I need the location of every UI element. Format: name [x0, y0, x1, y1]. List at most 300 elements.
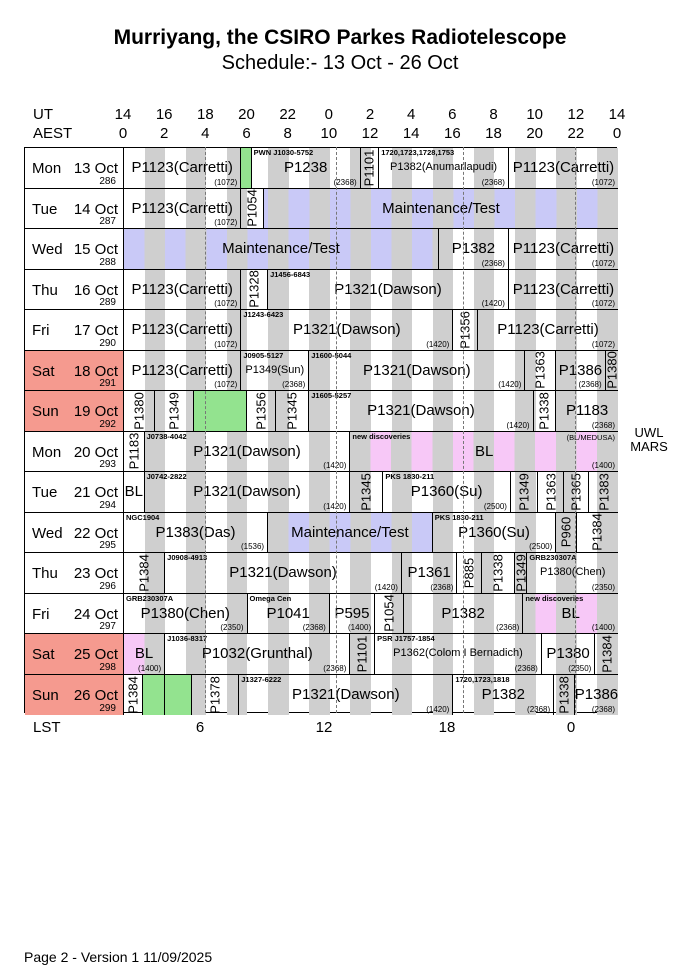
- block-project-label: P1041: [266, 604, 310, 622]
- day-of-week: Sat: [32, 362, 55, 380]
- block-frequency-label: (1072): [214, 380, 238, 389]
- block-target-label: new discoveries: [352, 431, 411, 441]
- observation-block[interactable]: [383, 472, 511, 512]
- day-cell: [25, 675, 124, 716]
- block-project-label: BL: [561, 604, 580, 622]
- block-frequency-label: (2368): [302, 623, 326, 632]
- observation-block[interactable]: [145, 432, 351, 472]
- schedule-row: [25, 351, 618, 392]
- observation-block[interactable]: [482, 553, 515, 593]
- observation-block[interactable]: [124, 432, 145, 472]
- day-of-year: 287: [99, 216, 116, 227]
- block-project-label: BL: [475, 442, 494, 460]
- observation-block[interactable]: [523, 594, 618, 634]
- observation-block[interactable]: [124, 634, 165, 674]
- day-of-week: Mon: [32, 443, 62, 461]
- block-project-label: P1363: [532, 351, 548, 390]
- date-label: 24 Oct: [73, 605, 118, 623]
- date-label: 20 Oct: [73, 443, 118, 461]
- side-note-uwl: UWL: [634, 425, 664, 440]
- block-frequency-label: (1420): [498, 380, 522, 389]
- observation-block[interactable]: [453, 310, 478, 350]
- observation-block[interactable]: [606, 351, 618, 391]
- day-of-week: Wed: [32, 524, 63, 542]
- block-target-label: J1036-8317: [167, 634, 208, 643]
- block-project-label: P1321(Dawson): [363, 361, 471, 379]
- block-project-label: P1383: [596, 472, 612, 511]
- block-target-label: PKS 1830-211: [434, 512, 484, 522]
- block-frequency-label: (1420): [506, 420, 530, 430]
- observation-block[interactable]: [241, 148, 251, 188]
- block-project-label: P1123(Carretti): [512, 280, 615, 298]
- day-of-year: 288: [99, 256, 116, 268]
- date-label: 19 Oct: [73, 403, 118, 420]
- day-of-year: 296: [99, 580, 116, 592]
- observation-block[interactable]: [515, 553, 527, 593]
- observation-block[interactable]: [509, 270, 618, 310]
- ut-axis: [0, 106, 680, 124]
- day-cell: [25, 351, 124, 391]
- block-frequency-label: (1072): [214, 299, 238, 308]
- block-project-label: Maintenance/Test: [382, 199, 500, 217]
- block-project-label: P1386: [558, 361, 603, 379]
- observation-block[interactable]: [143, 675, 166, 716]
- aest-tick: 10: [320, 125, 338, 142]
- observation-block[interactable]: [124, 351, 241, 391]
- observation-block[interactable]: [124, 594, 248, 634]
- block-project-label: P1380: [604, 351, 620, 390]
- block-project-label: P1123(Carretti): [512, 159, 615, 176]
- block-target-label: J0908-4913: [167, 553, 208, 562]
- day-of-year: 294: [99, 499, 116, 511]
- side-note-mars: MARS: [630, 439, 668, 454]
- block-target-label: new discoveries: [525, 593, 584, 603]
- observation-block[interactable]: [124, 675, 143, 716]
- observation-block[interactable]: [556, 513, 577, 553]
- aest-tick: 20: [526, 125, 543, 142]
- aest-tick: 16: [443, 125, 461, 142]
- observation-block[interactable]: [556, 391, 618, 431]
- aest-tick: 4: [201, 125, 210, 142]
- block-frequency-label: (1400): [347, 623, 372, 632]
- block-project-label: P1382: [441, 604, 485, 622]
- block-project-label: P1365: [568, 472, 584, 511]
- day-of-year: 291: [99, 378, 116, 389]
- observation-block[interactable]: [538, 472, 565, 512]
- block-project-label: P1123(Carretti): [497, 321, 599, 338]
- schedule-row: [25, 270, 618, 311]
- block-target-label: PSR J1757-1854: [377, 634, 435, 643]
- aest-tick: 8: [283, 125, 292, 142]
- block-project-label: P1349: [516, 472, 532, 511]
- block-project-label: P1123(Carretti): [131, 361, 233, 379]
- ut-tick: 20: [238, 106, 255, 123]
- block-project-label: P1382: [451, 240, 496, 257]
- block-project-label: P1123(Carretti): [131, 321, 233, 338]
- schedule-row: [25, 634, 618, 675]
- block-frequency-label: (2368): [591, 705, 615, 714]
- observation-block[interactable]: [361, 148, 380, 188]
- observation-block[interactable]: [248, 391, 277, 431]
- ut-tick: 0: [324, 106, 333, 123]
- block-project-label: P1380(Chen): [140, 604, 230, 622]
- block-project-label: P1356: [457, 310, 473, 349]
- observation-block[interactable]: [276, 391, 309, 431]
- ut-tick: 14: [608, 106, 626, 123]
- block-target-label: GRB230307A: [126, 593, 174, 603]
- observation-block[interactable]: [595, 634, 618, 674]
- block-project-label: P1321(Dawson): [334, 280, 442, 298]
- observation-block[interactable]: [575, 675, 618, 716]
- schedule-row: [25, 472, 618, 513]
- observation-block[interactable]: [439, 229, 509, 269]
- day-of-week: Sun: [32, 686, 59, 704]
- block-frequency-label: (2368): [514, 663, 538, 673]
- day-of-year: 289: [99, 297, 116, 308]
- block-project-label: P1338: [490, 553, 506, 592]
- block-project-label: P1362(Colom I Bernadich): [393, 647, 523, 659]
- day-of-week: Thu: [32, 565, 58, 582]
- block-frequency-label: (1072): [214, 339, 238, 349]
- aest-tick: 14: [402, 125, 420, 142]
- block-frequency-label: (1400): [138, 663, 162, 673]
- observation-block[interactable]: [402, 553, 458, 593]
- block-frequency-label: (1072): [591, 177, 615, 187]
- observation-block[interactable]: [534, 391, 557, 431]
- block-target-label: J0738-4042: [146, 431, 187, 441]
- block-frequency-label: (2368): [481, 258, 505, 268]
- observation-block[interactable]: [124, 391, 155, 431]
- date-label: 16 Oct: [73, 281, 118, 299]
- day-of-year: 292: [99, 418, 116, 430]
- lst-guide-line: [336, 147, 337, 713]
- block-target-label: 1720,1723,1728,1753: [381, 148, 455, 157]
- aest-axis-label: AEST: [33, 125, 73, 142]
- block-project-label: P1338: [536, 391, 552, 430]
- block-project-label: P1321(Dawson): [293, 321, 401, 338]
- observation-block[interactable]: [577, 513, 618, 553]
- block-frequency-label: (2350): [591, 582, 615, 592]
- lst-axis: [0, 719, 680, 737]
- block-frequency-label: (2368): [333, 177, 357, 187]
- day-cell: [25, 189, 124, 229]
- observation-block[interactable]: [268, 270, 509, 310]
- schedule-row: [25, 189, 618, 230]
- date-label: 23 Oct: [73, 565, 118, 582]
- observation-block[interactable]: [248, 594, 330, 634]
- observation-block[interactable]: [165, 553, 402, 593]
- block-frequency-label: (2368): [323, 663, 347, 673]
- date-label: 18 Oct: [73, 362, 118, 380]
- aest-tick: 22: [567, 125, 585, 142]
- block-frequency-label: (2368): [481, 177, 505, 187]
- day-of-week: Fri: [32, 322, 50, 339]
- block-target-label: PKS 1830-211: [385, 472, 435, 481]
- day-of-year: 286: [99, 175, 116, 187]
- block-project-label: P1380: [546, 645, 590, 662]
- observation-block[interactable]: [252, 148, 361, 188]
- observation-block[interactable]: [241, 351, 309, 391]
- observation-block[interactable]: [350, 634, 375, 674]
- block-project-label: P1349(Sun): [245, 363, 305, 376]
- block-project-label: P1380(Chen): [539, 566, 606, 578]
- block-project-label: P1363: [543, 472, 559, 511]
- block-project-label: P1321(Dawson): [229, 564, 337, 581]
- observation-block[interactable]: [379, 148, 509, 188]
- observation-block[interactable]: [124, 513, 268, 553]
- block-project-label: BL: [134, 645, 154, 662]
- observation-block[interactable]: [453, 675, 554, 716]
- day-of-year: 293: [99, 459, 116, 470]
- block-frequency-label: (2368): [430, 582, 454, 592]
- date-label: 22 Oct: [73, 524, 118, 542]
- observation-block[interactable]: [124, 472, 145, 512]
- block-project-label: P1321(Dawson): [367, 402, 475, 419]
- block-frequency-label: (1420): [481, 299, 505, 308]
- block-project-label: P1356: [253, 391, 269, 430]
- block-fill: [241, 148, 250, 188]
- block-frequency-label: (1072): [214, 218, 238, 227]
- ut-tick: 12: [567, 106, 585, 123]
- block-target-label: Omega Cen: [249, 593, 292, 603]
- ut-tick: 8: [489, 106, 498, 123]
- ut-tick: 18: [196, 106, 214, 123]
- observation-block[interactable]: [375, 634, 542, 674]
- block-target-label: J1456-6843: [270, 269, 311, 279]
- observation-block[interactable]: [589, 472, 618, 512]
- block-project-label: P1382(Anumarlapudi): [390, 161, 498, 173]
- schedule-row: [25, 432, 618, 473]
- observation-block[interactable]: [527, 553, 618, 593]
- day-of-year: 295: [99, 540, 116, 551]
- observation-block[interactable]: [241, 189, 264, 229]
- block-project-label: P1032(Grunthal): [201, 645, 313, 662]
- block-target-label: GRB230307A: [529, 553, 577, 562]
- block-project-label: P595: [334, 604, 370, 622]
- block-frequency-label: (2350): [568, 663, 592, 673]
- block-project-label: P1123(Carretti): [131, 280, 233, 298]
- day-cell: [25, 553, 124, 593]
- day-cell: [25, 310, 124, 350]
- block-project-label: P1054: [381, 594, 397, 633]
- schedule-row: [25, 310, 618, 351]
- block-project-label: P1123(Carretti): [131, 199, 233, 217]
- observation-block[interactable]: [124, 553, 165, 593]
- observation-block[interactable]: [155, 391, 194, 431]
- observation-block[interactable]: [350, 472, 383, 512]
- schedule-row: [25, 594, 618, 635]
- day-of-year: 297: [99, 621, 116, 632]
- observation-block[interactable]: [239, 675, 453, 716]
- block-target-label: J0905-5127: [243, 350, 284, 360]
- block-project-label: P1384: [125, 675, 141, 714]
- page-footer: Page 2 - Version 1 11/09/2025: [24, 949, 213, 965]
- aest-tick: 18: [485, 125, 502, 142]
- day-cell: [25, 229, 124, 269]
- observation-block[interactable]: [350, 432, 618, 472]
- block-project-label: P1321(Dawson): [193, 483, 301, 500]
- block-frequency-label: (1420): [323, 501, 347, 511]
- observation-block[interactable]: [509, 229, 618, 269]
- date-label: 17 Oct: [73, 322, 118, 339]
- observation-block[interactable]: [124, 229, 439, 269]
- block-project-label: P1384: [599, 634, 615, 673]
- block-frequency-label: (1420): [426, 705, 450, 714]
- observation-block[interactable]: [309, 391, 533, 431]
- observation-block[interactable]: [309, 351, 525, 391]
- block-target-label: J1600-5044: [311, 350, 352, 360]
- block-frequency-label: (1420): [426, 339, 450, 349]
- ut-tick: 6: [448, 106, 457, 123]
- observation-block[interactable]: [556, 351, 605, 391]
- observation-block[interactable]: [124, 189, 241, 229]
- observation-block[interactable]: [241, 310, 453, 350]
- day-of-week: Sun: [32, 403, 59, 420]
- date-label: 21 Oct: [73, 484, 118, 501]
- observation-block[interactable]: [241, 270, 268, 310]
- observation-block[interactable]: [145, 472, 351, 512]
- observation-block[interactable]: [433, 513, 557, 553]
- observation-block[interactable]: [268, 513, 433, 553]
- schedule-row: [25, 553, 618, 594]
- aest-tick: 0: [612, 125, 622, 142]
- block-project-label: P1054: [244, 189, 260, 228]
- observation-block[interactable]: [542, 634, 596, 674]
- aest-tick: 12: [361, 125, 379, 142]
- block-target-label: PWN J1030-5752: [253, 148, 314, 157]
- block-target-label: J0742-2822: [146, 472, 187, 481]
- block-frequency-label: (2368): [282, 380, 306, 389]
- schedule-row: [25, 513, 618, 554]
- block-backend-label: (BL/MEDUSA): [566, 432, 615, 442]
- observation-block[interactable]: [554, 675, 575, 716]
- block-project-label: P1123(Carretti): [131, 159, 233, 176]
- observation-block[interactable]: [478, 310, 618, 350]
- aest-tick: 0: [118, 125, 128, 142]
- aest-tick: 6: [242, 125, 251, 142]
- day-of-week: Tue: [32, 484, 58, 501]
- observation-block[interactable]: [525, 351, 556, 391]
- date-label: 25 Oct: [73, 646, 118, 663]
- schedule-row: [25, 229, 618, 270]
- day-of-year: 299: [99, 703, 116, 714]
- ut-tick: 10: [526, 106, 543, 123]
- block-project-label: P1183: [565, 402, 609, 419]
- lst-guide-line: [463, 147, 464, 713]
- date-label: 26 Oct: [73, 686, 118, 704]
- ut-tick: 4: [406, 106, 416, 123]
- day-of-year: 290: [99, 337, 116, 349]
- ut-tick: 16: [155, 106, 173, 123]
- aest-tick: 2: [159, 125, 169, 142]
- block-frequency-label: (1400): [591, 461, 615, 470]
- observation-block[interactable]: [192, 675, 239, 716]
- day-cell: [25, 472, 124, 512]
- ut-axis-label: UT: [33, 106, 53, 123]
- day-of-week: Wed: [32, 241, 63, 258]
- day-cell: [25, 513, 124, 553]
- block-frequency-label: (2368): [591, 420, 615, 430]
- ut-tick: 22: [279, 106, 296, 123]
- block-fill: [165, 675, 191, 716]
- block-project-label: Maintenance/Test: [222, 240, 340, 257]
- observation-block[interactable]: [564, 472, 589, 512]
- block-target-label: 1720,1723,1818: [455, 674, 510, 684]
- block-project-label: P1361: [407, 564, 451, 581]
- block-project-label: P1386: [574, 685, 619, 703]
- day-cell: [25, 270, 124, 310]
- day-of-year: 298: [99, 661, 116, 673]
- date-label: 15 Oct: [73, 241, 118, 258]
- observation-block[interactable]: [165, 634, 350, 674]
- ut-tick: 2: [365, 106, 375, 123]
- lst-tick: 0: [566, 719, 576, 736]
- date-label: 13 Oct: [73, 160, 118, 177]
- observation-block[interactable]: [194, 391, 248, 431]
- block-target-label: NGC1904: [126, 512, 160, 522]
- block-target-label: J1327-6222: [241, 674, 282, 684]
- block-project-label: P1360(Su): [458, 523, 530, 541]
- block-frequency-label: (1072): [214, 177, 238, 187]
- observation-block[interactable]: [511, 472, 538, 512]
- block-project-label: P1183: [126, 432, 142, 470]
- block-project-label: P1378: [207, 675, 223, 714]
- lst-tick: 6: [195, 719, 205, 736]
- day-of-week: Fri: [32, 605, 50, 623]
- block-project-label: P1321(Dawson): [292, 685, 400, 703]
- block-frequency-label: (1072): [591, 339, 615, 349]
- lst-guide-line: [575, 147, 576, 713]
- block-frequency-label: (1072): [591, 258, 615, 268]
- observation-block[interactable]: [124, 148, 241, 188]
- block-project-label: P1123(Carretti): [512, 240, 615, 257]
- block-project-label: P1238: [283, 159, 328, 176]
- block-project-label: P1360(Su): [410, 483, 483, 500]
- block-target-label: J1605-5257: [311, 391, 352, 400]
- observation-block[interactable]: [124, 310, 241, 350]
- observation-block[interactable]: [165, 675, 192, 716]
- day-of-week: Mon: [32, 160, 62, 177]
- block-frequency-label: (2368): [578, 380, 602, 389]
- block-frequency-label: (2500): [483, 501, 507, 511]
- day-of-week: Tue: [32, 200, 58, 218]
- schedule-grid: [24, 147, 620, 714]
- block-frequency-label: (2350): [220, 623, 244, 632]
- day-cell: [25, 634, 124, 674]
- block-project-label: P1321(Dawson): [193, 442, 301, 460]
- day-cell: [25, 594, 124, 634]
- day-cell: [25, 391, 124, 431]
- day-cell: [25, 148, 124, 188]
- block-project-label: Maintenance/Test: [291, 523, 409, 541]
- page-title: Murriyang, the CSIRO Parkes Radiotelescope: [113, 26, 567, 49]
- observation-block[interactable]: [375, 594, 404, 634]
- observation-block[interactable]: [264, 189, 618, 229]
- block-project-label: P1328: [246, 270, 262, 309]
- block-project-label: BL: [124, 483, 143, 500]
- observation-block[interactable]: [509, 148, 618, 188]
- day-cell: [25, 432, 124, 472]
- lst-axis-label: LST: [33, 719, 61, 736]
- block-frequency-label: (1400): [591, 623, 615, 632]
- block-project-label: P1345: [284, 391, 300, 430]
- block-project-label: P1380: [131, 391, 147, 430]
- day-of-week: Sat: [32, 646, 55, 663]
- schedule-subtitle: Schedule:- 13 Oct - 26 Oct: [221, 52, 459, 74]
- block-frequency-label: (1072): [591, 299, 615, 308]
- observation-block[interactable]: [457, 553, 482, 593]
- observation-block[interactable]: [124, 270, 241, 310]
